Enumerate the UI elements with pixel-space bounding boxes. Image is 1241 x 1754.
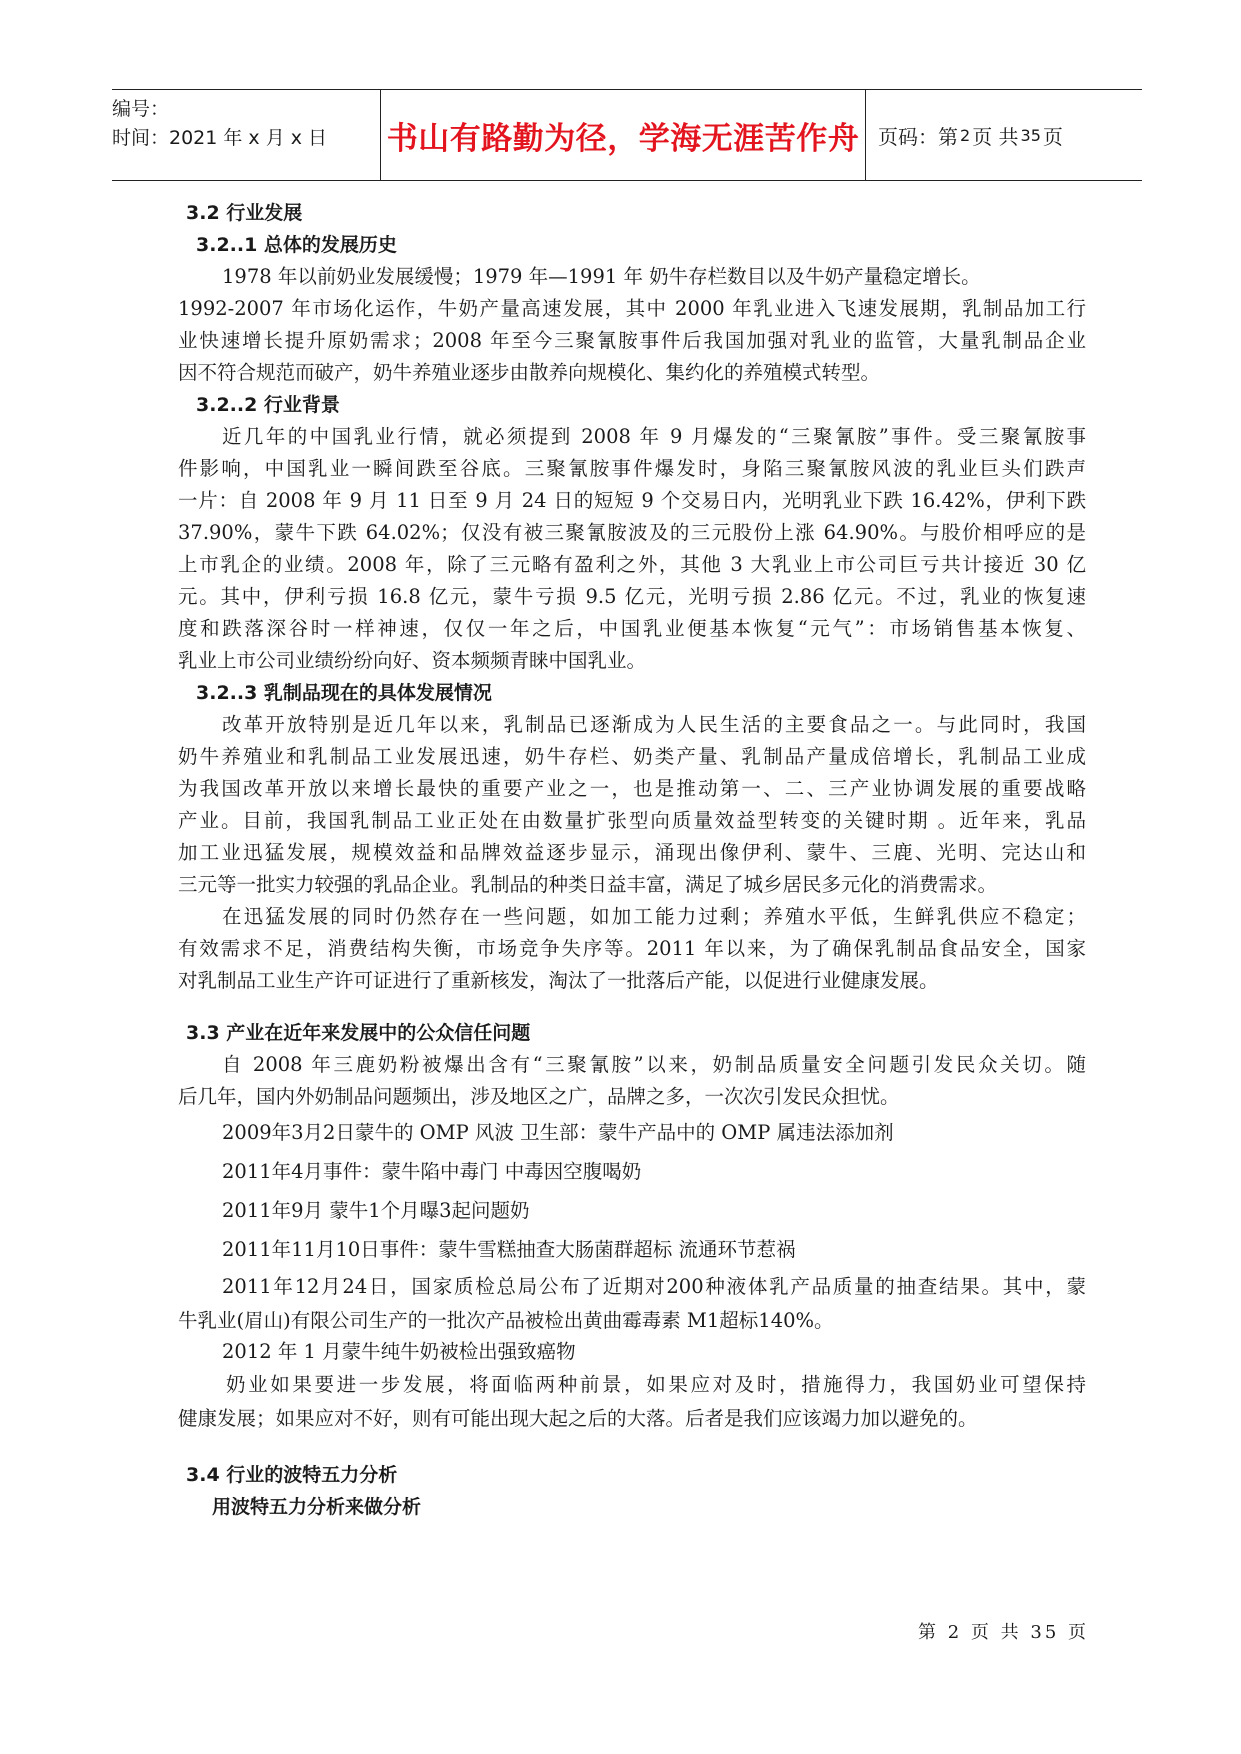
page-label-suffix: 页: [1042, 124, 1063, 149]
section-3-4-subheading: 用波特五力分析来做分析: [212, 1496, 422, 1518]
paragraph-line: 37.90%，蒙牛下跌 64.02%；仅没有被三聚氰胺波及的三元股份上涨 64.90%。与股价相呼应的是: [178, 521, 1086, 544]
paragraph-line: 业快速增长提升原奶需求；2008 年至今三聚氰胺事件后我国加强对乳业的监管，大量乳制品企业: [178, 329, 1086, 352]
document-number-label: 编号：: [112, 98, 170, 120]
paragraph-line: 元。其中，伊利亏损 16.8 亿元，蒙牛亏损 9.5 亿元，光明亏损 2.86 亿元。不过，乳业的恢复速: [178, 585, 1086, 608]
paragraph-line: 因不符合规范而破产，奶牛养殖业逐步由散养向规模化、集约化的养殖模式转型。: [178, 361, 881, 384]
event-item: 2011年12月24日，国家质检总局公布了近期对200种液体乳产品质量的抽查结果。其中，蒙: [222, 1275, 1086, 1298]
paragraph-current-development: [178, 709, 1086, 901]
event-item: 2011年4月事件：蒙牛陷中毒门 中毒因空腹喝奶: [222, 1160, 642, 1183]
paragraph-line: 乳业上市公司业绩纷纷向好、资本频频青睐中国乳业。: [178, 649, 647, 672]
paragraph-line: 一片：自 2008 年 9 月 11 日至 9 月 24 日的短短 9 个交易日内，光明乳业下跌 16.42%，伊利下跌: [178, 489, 1086, 512]
section-heading-3-2: 3.2 行业发展: [186, 202, 303, 224]
event-list: [178, 1113, 1086, 1367]
page-footer-number: 第 2 页 共 35 页: [918, 1622, 1089, 1643]
event-item: 2011年11月10日事件：蒙牛雪糕抽查大肠菌群超标 流通环节惹祸: [222, 1238, 796, 1261]
paragraph-line: 奶牛养殖业和乳制品工业发展迅速，奶牛存栏、奶类产量、乳制品产量成倍增长，乳制品工业成: [178, 745, 1086, 768]
event-item: 2009年3月2日蒙牛的 OMP 风波 卫生部：蒙牛产品中的 OMP 属违法添加剂: [222, 1121, 894, 1144]
paragraph-line: 后几年，国内外奶制品问题频出，涉及地区之广，品牌之多，一次次引发民众担忧。: [178, 1085, 900, 1108]
paragraph-line: 奶业如果要进一步发展，将面临两种前景，如果应对及时，措施得力，我国奶业可望保持: [226, 1373, 1086, 1396]
paragraph-line: 1978 年以前奶业发展缓慢；1979 年—1991 年 奶牛存栏数目以及牛奶产量稳定增长。: [222, 265, 981, 288]
page-current-number: 2: [960, 125, 971, 145]
paragraph-history: [178, 261, 1086, 389]
event-item: 2011年9月 蒙牛1个月曝3起问题奶: [222, 1199, 530, 1222]
subsection-heading-3-2-3: 3.2..3 乳制品现在的具体发展情况: [196, 682, 492, 704]
section-heading-3-3: 3.3 产业在近年来发展中的公众信任问题: [186, 1022, 531, 1044]
paragraph-problems: [178, 901, 1086, 997]
paragraph-line: 加工业迅猛发展，规模效益和品牌效益逐步显示，涌现出像伊利、蒙牛、三鹿、光明、完达山和: [178, 841, 1086, 864]
paragraph-line: 在迅猛发展的同时仍然存在一些问题，如加工能力过剩；养殖水平低，生鲜乳供应不稳定；: [222, 905, 1086, 928]
paragraph-outlook: [178, 1367, 1086, 1435]
paragraph-line: 件影响，中国乳业一瞬间跌至谷底。三聚氰胺事件爆发时，身陷三聚氰胺风波的乳业巨头们跌声: [178, 457, 1086, 480]
paragraph-line: 对乳制品工业生产许可证进行了重新核发，淘汰了一批落后产能，以促进行业健康发展。: [178, 969, 939, 992]
header-motto: 书山有路勤为径，学海无涯苦作舟: [380, 90, 866, 180]
page-header: [112, 89, 1142, 181]
paragraph-line: 产业。目前，我国乳制品工业正处在由数量扩张型向质量效益型转变的关键时期 。近年来，乳品: [178, 809, 1086, 832]
paragraph-line: 三元等一批实力较强的乳品企业。乳制品的种类日益丰富，满足了城乡居民多元化的消费需求。: [178, 873, 998, 896]
header-page-indicator: [866, 90, 1142, 180]
paragraph-line: 自 2008 年三鹿奶粉被爆出含有“三聚氰胺”以来，奶制品质量安全问题引发民众关切。随: [222, 1053, 1086, 1076]
event-item-continuation: 牛乳业(眉山)有限公司生产的一批次产品被检出黄曲霉毒素 M1超标140%。: [178, 1309, 834, 1332]
section-heading-3-4: 3.4 行业的波特五力分析: [186, 1464, 398, 1486]
event-item: 2012 年 1 月蒙牛纯牛奶被检出强致癌物: [222, 1340, 576, 1363]
header-meta: [112, 90, 380, 180]
subsection-heading-3-2-2: 3.2..2 行业背景: [196, 394, 340, 416]
paragraph-line: 有效需求不足，消费结构失衡，市场竞争失序等。2011 年以来，为了确保乳制品食品安全，国家: [178, 937, 1086, 960]
paragraph-line: 健康发展；如果应对不好，则有可能出现大起之后的大落。后者是我们应该竭力加以避免的。: [178, 1407, 978, 1430]
subsection-heading-3-2-1: 3.2..1 总体的发展历史: [196, 234, 397, 256]
paragraph-public-trust: [178, 1049, 1086, 1113]
page-label-mid: 页 共: [972, 124, 1019, 149]
paragraph-line: 1992-2007 年市场化运作，牛奶产量高速发展，其中 2000 年乳业进入飞速发展期，乳制品加工行: [178, 297, 1086, 320]
page-total-number: 35: [1020, 125, 1041, 145]
paragraph-line: 度和跌落深谷时一样神速，仅仅一年之后，中国乳业便基本恢复“元气”：市场销售基本恢复、: [178, 617, 1086, 640]
page-label-prefix: 页码：第: [878, 124, 958, 149]
document-time-label: 时间：2021 年 x 月 x 日: [112, 127, 328, 149]
paragraph-line: 上市乳企的业绩。2008 年，除了三元略有盈利之外，其他 3 大乳业上市公司巨亏共计接近 30 亿: [178, 553, 1086, 576]
paragraph-background: [178, 421, 1086, 677]
document-body: [178, 197, 1086, 1523]
paragraph-line: 改革开放特别是近几年以来，乳制品已逐渐成为人民生活的主要食品之一。与此同时，我国: [222, 713, 1086, 736]
paragraph-line: 近几年的中国乳业行情，就必须提到 2008 年 9 月爆发的“三聚氰胺”事件。受三聚氰胺事: [222, 425, 1086, 448]
paragraph-line: 为我国改革开放以来增长最快的重要产业之一，也是推动第一、二、三产业协调发展的重要战略: [178, 777, 1086, 800]
